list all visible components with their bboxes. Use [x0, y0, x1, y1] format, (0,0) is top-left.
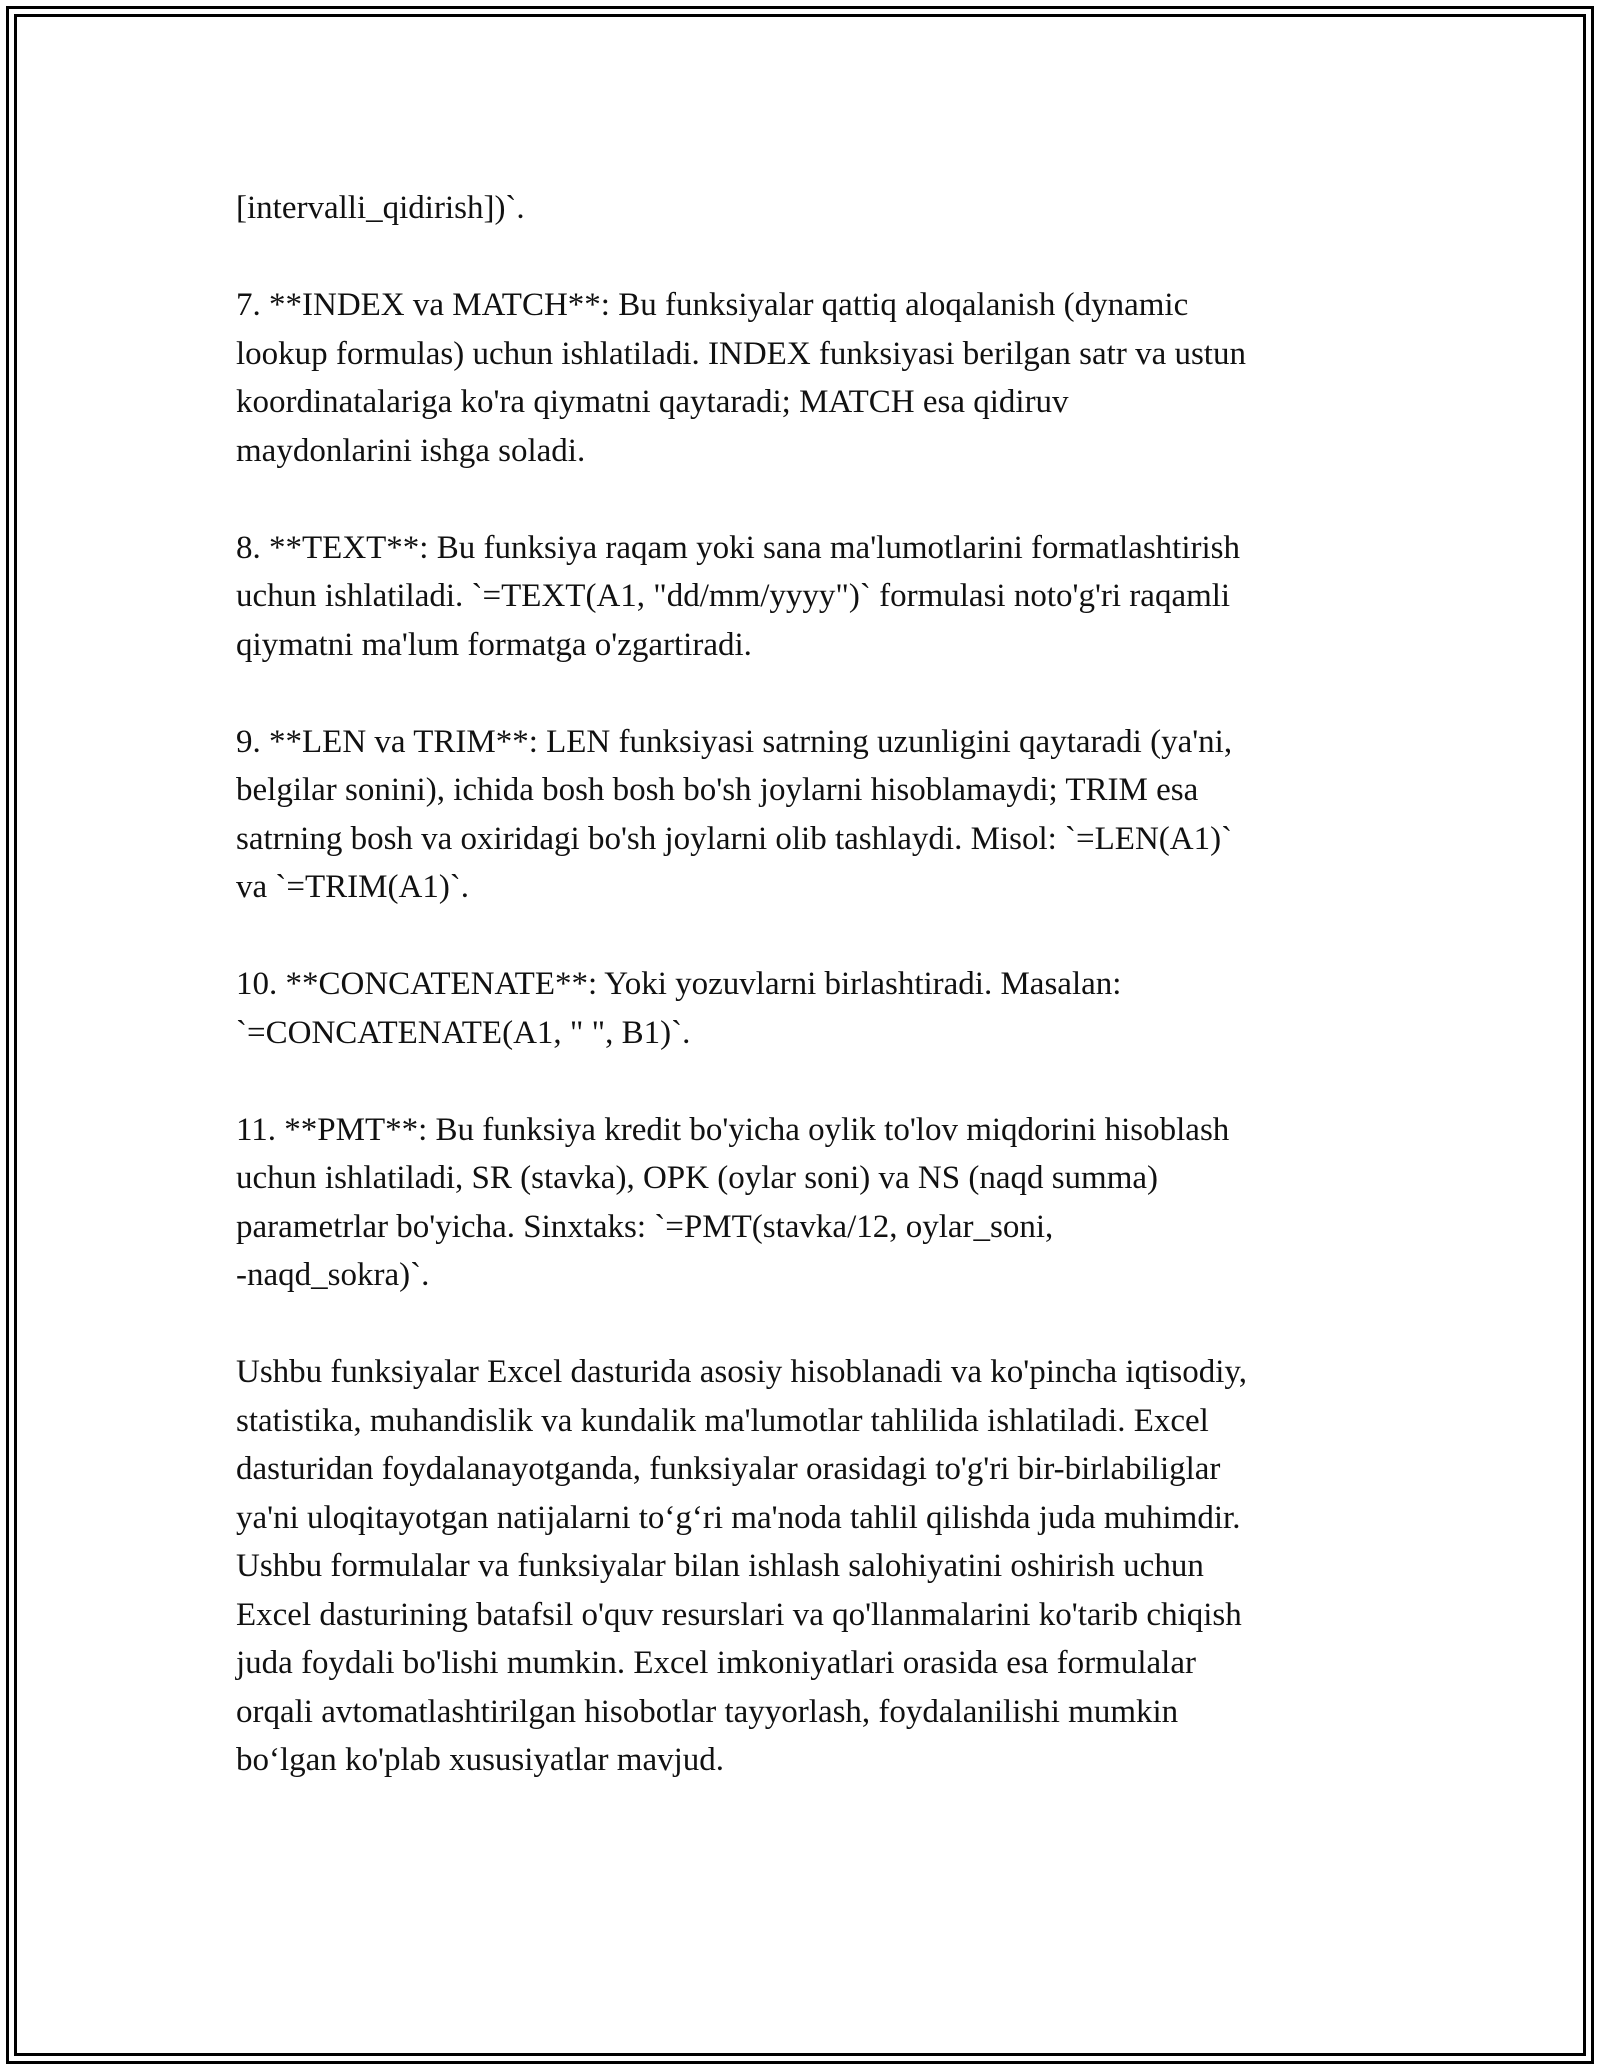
- text-line: satrning bosh va oxiridagi bo'sh joylarni olib tashlaydi. Misol: `=LEN(A1)`: [236, 820, 1233, 857]
- text-line: belgilar sonini), ichida bosh bosh bo'sh joylarni hisoblamaydi; TRIM esa: [236, 772, 1199, 808]
- text-line: maydonlarini ishga soladi.: [236, 432, 586, 469]
- text-line: `=CONCATENATE(A1, " ", B1)`.: [236, 1014, 691, 1051]
- text-line: uchun ishlatiladi, SR (stavka), OPK (oylar soni) va NS (naqd summa): [236, 1160, 1159, 1196]
- paragraph: [236, 960, 1376, 1057]
- text-line: ya'ni uloqitayotgan natijalarni to‘g‘ri ma'noda tahlil qilishda juda muhimdir.: [236, 1499, 1241, 1536]
- text-line: bo‘lgan ko'plab xususiyatlar mavjud.: [236, 1742, 725, 1778]
- text-line: -naqd_sokra)`.: [236, 1257, 430, 1293]
- text-line: lookup formulas) uchun ishlatiladi. INDEX funksiyasi berilgan satr va ustun: [236, 335, 1246, 372]
- text-line: 11. **PMT**: Bu funksiya kredit bo'yicha oylik to'lov miqdorini hisoblash: [236, 1111, 1230, 1148]
- text-line: uchun ishlatiladi. `=TEXT(A1, "dd/mm/yyyy")` formulasi noto'g'ri raqamli: [236, 578, 1231, 614]
- paragraph: [236, 718, 1376, 912]
- document-body: [236, 184, 1376, 1833]
- text-line: dasturidan foydalanayotganda, funksiyalar orasidagi to'g'ri bir-birlabiliglar: [236, 1451, 1221, 1487]
- text-line: Ushbu formulalar va funksiyalar bilan ishlash salohiyatini oshirish uchun: [236, 1548, 1204, 1584]
- paragraph: [236, 1106, 1376, 1300]
- text-line: juda foydali bo'lishi mumkin. Excel imkoniyatlari orasida esa formulalar: [236, 1645, 1196, 1681]
- paragraph: [236, 524, 1376, 670]
- text-line: qiymatni ma'lum formatga o'zgartiradi.: [236, 626, 752, 663]
- text-line: 10. **CONCATENATE**: Yoki yozuvlarni birlashtiradi. Masalan:: [236, 966, 1122, 1002]
- text-line: orqali avtomatlashtirilgan hisobotlar tayyorlash, foydalanilishi mumkin: [236, 1693, 1179, 1730]
- text-line: Excel dasturining batafsil o'quv resurslari va qo'llanmalarini ko'tarib chiqish: [236, 1596, 1242, 1633]
- text-line: koordinatalariga ko'ra qiymatni qaytaradi; MATCH esa qidiruv: [236, 384, 1069, 420]
- text-line: 7. **INDEX va MATCH**: Bu funksiyalar qattiq aloqalanish (dynamic: [236, 287, 1189, 323]
- paragraph: [236, 281, 1376, 475]
- paragraph: [236, 1348, 1376, 1785]
- text-line: va `=TRIM(A1)`.: [236, 869, 470, 905]
- text-line: Ushbu funksiyalar Excel dasturida asosiy hisoblanadi va ko'pincha iqtisodiy,: [236, 1354, 1248, 1390]
- text-line: parametrlar bo'yicha. Sinxtaks: `=PMT(stavka/12, oylar_soni,: [236, 1208, 1054, 1245]
- text-line: 9. **LEN va TRIM**: LEN funksiyasi satrning uzunligini qaytaradi (ya'ni,: [236, 723, 1233, 760]
- text-line: 8. **TEXT**: Bu funksiya raqam yoki sana ma'lumotlarini formatlashtirish: [236, 529, 1241, 566]
- text-line: [intervalli_qidirish])`.: [236, 190, 525, 226]
- text-line: statistika, muhandislik va kundalik ma'lumotlar tahlilida ishlatiladi. Excel: [236, 1402, 1209, 1439]
- paragraph: [236, 184, 1376, 233]
